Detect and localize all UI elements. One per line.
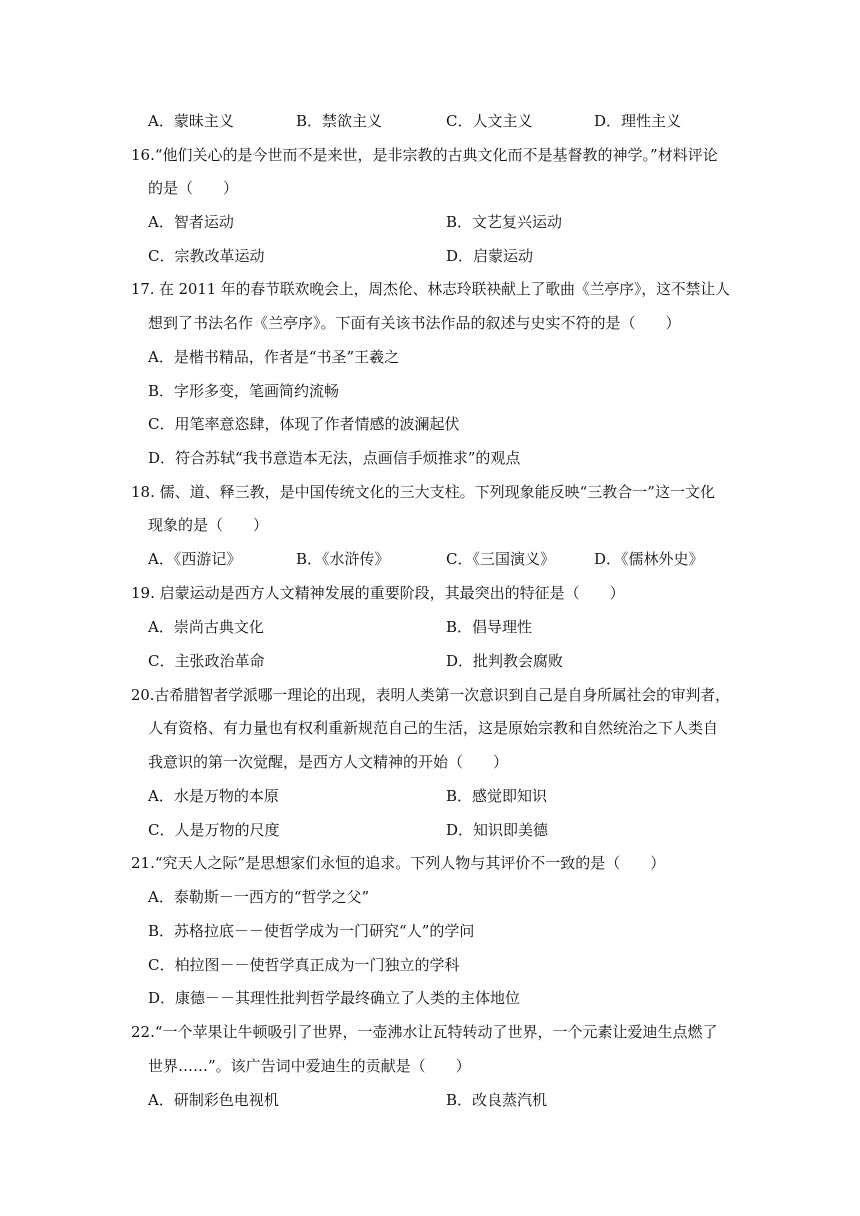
option-c: C．用笔率意恣肆，体现了作者情感的波澜起伏 [148,415,460,433]
option-c: C．人是万物的尺度 [148,821,280,839]
option-c: C．宗教改革运动 [148,247,265,265]
question-stem-continued: 现象的是（ ） [148,516,269,534]
option-d: D．理性主义 [594,112,682,130]
question-stem-continued: 世界……”。该广告词中爱迪生的贡献是（ ） [148,1057,471,1075]
option-a: A．崇尚古典文化 [148,618,264,636]
question-stem: 21.“究天人之际”是思想家们永恒的追求。下列人物与其评价不一致的是（ ） [131,854,666,872]
option-a: A．水是万物的本原 [148,787,279,805]
question-stem: 17. 在 2011 年的春节联欢晚会上，周杰伦、林志玲联袂献上了歌曲《兰亭序》，这不禁让人 [131,280,730,298]
option-b: B．文艺复兴运动 [446,213,563,231]
option-b: B．《水浒传》 [296,550,390,568]
option-c: C．人文主义 [446,112,533,130]
option-a: A．《西游记》 [148,550,242,568]
option-c: C．主张政治革命 [148,652,265,670]
option-d: D．批判教会腐败 [446,652,564,670]
option-a: A．是楷书精品，作者是“书圣”王羲之 [148,348,400,366]
option-b: B．感觉即知识 [446,787,548,805]
option-a: A．智者运动 [148,213,234,231]
option-b: B．改良蒸汽机 [446,1091,548,1109]
question-stem: 16.“他们关心的是今世而不是来世，是非宗教的古典文化而不是基督教的神学。”材料评论 [131,146,718,164]
option-d: D．《儒林外史》 [594,550,704,568]
option-d: D．符合苏轼“我书意造本无法，点画信手烦推求”的观点 [148,449,521,467]
option-c: C．柏拉图－－使哲学真正成为一门独立的学科 [148,956,460,974]
option-a: A．研制彩色电视机 [148,1091,279,1109]
question-stem: 18. 儒、道、释三教，是中国传统文化的三大支柱。下列现象能反映“三教合一”这一文化 [131,483,715,501]
option-b: B．字形多变，笔画简约流畅 [148,382,340,400]
option-c: C．《三国演义》 [446,550,555,568]
question-stem-continued: 人有资格、有力量也有权利重新规范自己的生活，这是原始宗教和自然统治之下人类自 [148,719,719,737]
question-stem-continued: 我意识的第一次觉醒，是西方人文精神的开始（ ） [148,753,509,771]
option-b: B．禁欲主义 [296,112,383,130]
question-stem: 19. 启蒙运动是西方人文精神发展的重要阶段，其最突出的特征是（ ） [131,584,625,602]
option-b: B．倡导理性 [446,618,533,636]
option-d: D．启蒙运动 [446,247,534,265]
option-d: D．知识即美德 [446,821,549,839]
question-stem-continued: 想到了书法名作《兰亭序》。下面有关该书法作品的叙述与史实不符的是（ ） [148,314,681,332]
option-d: D．康德－－其理性批判哲学最终确立了人类的主体地位 [148,989,521,1007]
option-b: B．苏格拉底－－使哲学成为一门研究“人”的学问 [148,922,475,940]
option-a: A．泰勒斯－一西方的“哲学之父” [148,888,370,906]
option-a: A．蒙昧主义 [148,112,234,130]
question-stem: 22.“一个苹果让牛顿吸引了世界，一壶沸水让瓦特转动了世界，一个元素让爱迪生点燃了 [131,1023,718,1041]
question-stem: 20.古希腊智者学派哪一理论的出现，表明人类第一次意识到自己是自身所属社会的审判者， [131,686,730,704]
question-stem-continued: 的是（ ） [148,179,239,197]
